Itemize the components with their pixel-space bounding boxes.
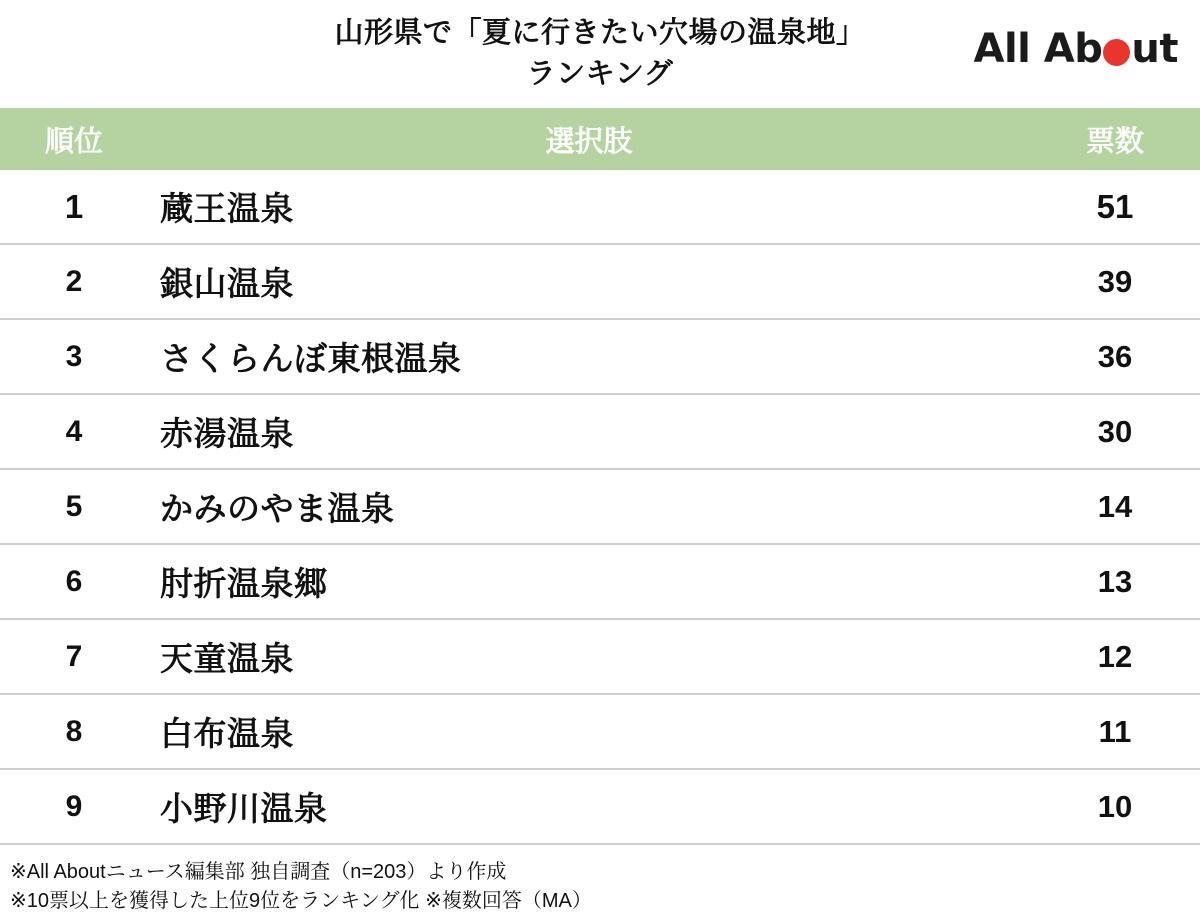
row-rank: 1 [64,187,84,225]
row-rank: 9 [65,789,83,823]
row-rank: 8 [65,714,83,748]
row-votes: 13 [1097,563,1133,599]
row-votes: 12 [1097,638,1133,674]
row-votes: 11 [1098,713,1132,749]
page-title-line-2: ランキング [526,58,674,90]
row-choice: 白布温泉 [160,715,294,752]
table-row [0,620,1200,695]
footnote-line-2: ※10票以上を獲得した上位9位をランキング化 ※複数回答（MA） [10,890,592,912]
row-choice: さくらんぼ東根温泉 [160,340,462,377]
header [0,0,1200,108]
all-about-logo [973,26,1178,72]
row-rank: 5 [65,489,83,523]
table-row [0,695,1200,770]
table-row [0,545,1200,620]
row-rank: 7 [65,639,83,673]
footnote-line-1: ※All Aboutニュース編集部 独自調査（n=203）より作成 [10,861,507,883]
table-row [0,395,1200,470]
footnotes [0,845,1200,916]
logo-red-dot-icon [1103,39,1130,66]
column-header-choice: 選択肢 [545,125,633,158]
column-header-rank: 順位 [44,125,103,158]
row-rank: 3 [65,339,83,373]
row-votes: 36 [1097,338,1133,374]
page-title-line-1: 山形県で「夏に行きたい穴場の温泉地」 [334,16,866,49]
row-choice: かみのやま温泉 [160,490,395,527]
table-row [0,770,1200,845]
row-votes: 14 [1097,488,1133,524]
table-row [0,170,1200,245]
table-row [0,470,1200,545]
table-row [0,320,1200,395]
column-header-votes: 票数 [1085,125,1144,158]
row-rank: 2 [65,264,83,298]
row-choice: 小野川温泉 [160,790,328,827]
row-votes: 10 [1097,788,1133,824]
logo-text-part-2: ut [1131,26,1178,72]
row-votes: 51 [1096,187,1134,225]
logo-text-part-1: All Ab [973,26,1103,72]
row-choice: 赤湯温泉 [160,415,294,452]
table-row [0,245,1200,320]
row-votes: 30 [1097,413,1133,449]
page-title [334,13,865,95]
row-rank: 4 [65,414,83,448]
ranking-table [0,108,1200,845]
row-choice: 蔵王温泉 [160,190,294,227]
row-choice: 銀山温泉 [160,265,294,302]
row-votes: 39 [1097,263,1133,299]
row-choice: 肘折温泉郷 [160,565,328,602]
row-choice: 天童温泉 [160,640,294,677]
row-rank: 6 [65,564,83,598]
table-header-row [0,108,1200,170]
